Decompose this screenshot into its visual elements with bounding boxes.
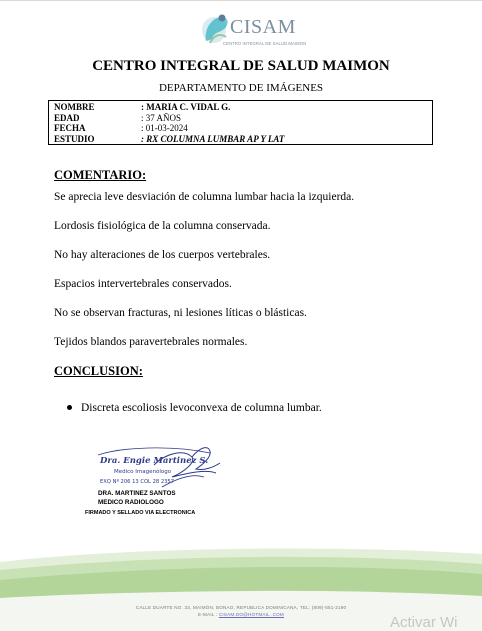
logo-subtitle: CENTRO INTEGRAL DE SALUD MAIMON	[223, 41, 307, 46]
activation-watermark: Activar Wi	[390, 614, 458, 631]
department-title: DEPARTAMENTO DE IMÁGENES	[158, 82, 324, 94]
info-label: ESTUDIO	[54, 133, 95, 144]
comment-paragraph: No hay alteraciones de los cuerpos vertebrales.	[54, 249, 271, 261]
top-border	[0, 0, 482, 1]
comment-paragraph: No se observan fracturas, ni lesiones líticas o blásticas.	[54, 307, 307, 319]
conclusion-item	[67, 402, 322, 414]
info-value: : RX COLUMNA LUMBAR AP Y LAT	[141, 133, 285, 144]
comment-paragraph: Espacios intervertebrales conservados.	[54, 278, 232, 290]
doctor-name: DRA. MARTINEZ SANTOS	[98, 490, 176, 497]
stamp-line-3: EXQ Nº 206 13 COL 28 2357	[100, 479, 175, 485]
patient-info-box	[48, 100, 433, 145]
comment-paragraph: Lordosis fisiológica de la columna conservada.	[54, 220, 271, 232]
info-value: : 01-03-2024	[141, 123, 188, 133]
info-row-age	[54, 113, 432, 124]
cisam-logo	[196, 9, 307, 51]
conclusion-heading: CONCLUSION:	[54, 364, 143, 378]
stamp-line-2: Medico Imagenólogo	[114, 469, 172, 475]
info-value: : MARIA C. VIDAL G.	[141, 102, 231, 112]
info-label: EDAD	[54, 112, 80, 123]
page-title: CENTRO INTEGRAL DE SALUD MAIMON	[92, 58, 390, 74]
signature-block	[98, 489, 176, 507]
info-row-date	[54, 123, 432, 134]
comment-heading: COMENTARIO:	[54, 168, 147, 182]
signature-note: FIRMADO Y SELLADO VIA ELECTRONICA	[85, 510, 196, 516]
bullet-icon	[67, 405, 72, 410]
comment-paragraph: Tejidos blandos paravertebrales normales.	[54, 336, 248, 348]
info-label: FECHA	[54, 123, 86, 133]
footer-address: CALLE DUARTE NO. 33, MAIMÓN, BONAO, REPUBLICA DOMINICANA, TEL: (809)-551-2190	[135, 605, 347, 610]
info-row-study	[54, 134, 432, 145]
footer-email-link[interactable]: CISAM.DO@HOTMAIL .COM	[218, 612, 284, 617]
info-label: NOMBRE	[54, 102, 95, 112]
doctor-stamp	[92, 443, 224, 493]
footer-email-label: E-MAIL :	[198, 612, 218, 617]
info-value: : 37 AÑOS	[141, 112, 182, 123]
logo-wordmark: CISAM	[230, 16, 296, 38]
conclusion-text: Discreta escoliosis levoconvexa de columna lumbar.	[81, 402, 322, 414]
doctor-role: MEDICO RADIOLOGO	[98, 499, 164, 506]
comment-paragraph: Se aprecia leve desviación de columna lumbar hacia la izquierda.	[54, 191, 355, 203]
info-row-name	[54, 102, 432, 113]
stamp-line-1: Dra. Engie Martinez S.	[100, 456, 209, 466]
